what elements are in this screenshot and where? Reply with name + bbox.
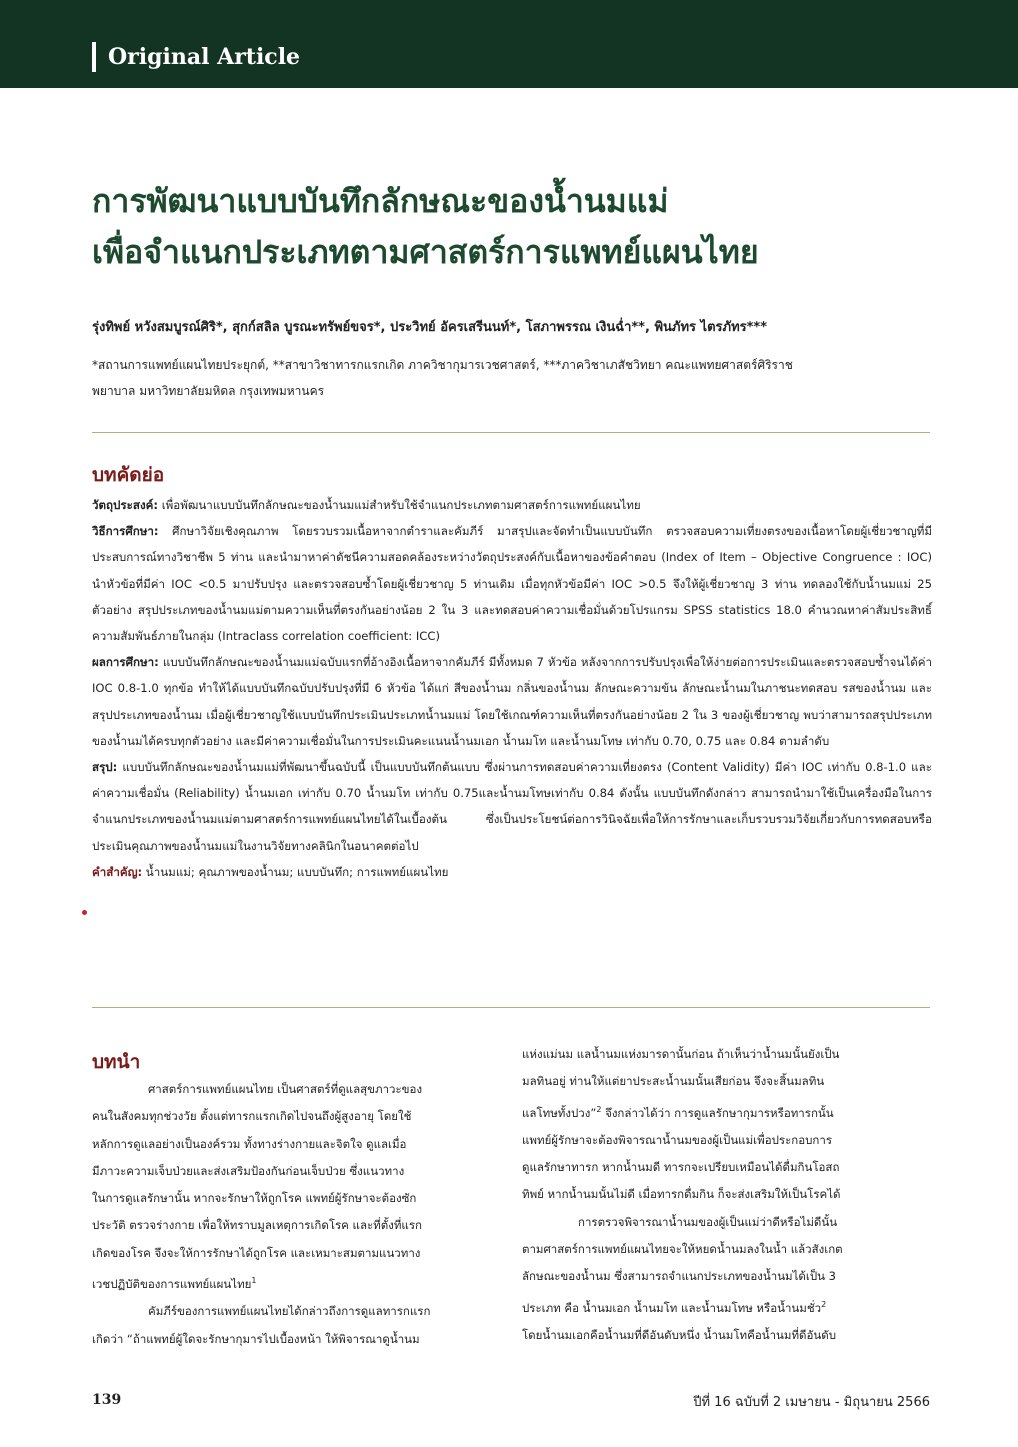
abstract-methods — [92, 518, 932, 649]
intro-heading: บทนำ — [92, 1051, 141, 1073]
text-line: คัมภีร์ของการแพทย์แผนไทยได้กล่าวถึงการดูแลทารกแรก — [148, 1304, 431, 1319]
results-label: ผลการศึกษา: — [92, 655, 159, 670]
abstract-results — [92, 649, 932, 754]
keywords-text: น้ำนมแม่; คุณภาพของน้ำนม; แบบบันทึก; การแพทย์แผนไทย — [142, 864, 449, 879]
text-line — [92, 1267, 500, 1298]
title-line-2: เพื่อจำแนกประเภทตามศาสตร์การแพทย์แผนไทย — [92, 233, 759, 271]
text-line: ทิพย์ หากน้ำนมนั้นไม่ดี เมื่อทารกดื่มกิน ก็จะส่งเสริมให้เป็นโรคได้ — [522, 1187, 841, 1202]
margin-marker-dot — [82, 910, 87, 915]
text-line: แห่งแม่นม แลน้ำนมแห่งมารดานั้นก่อน ถ้าเห็นว่าน้ำนมนั้นยังเป็น — [522, 1047, 840, 1061]
objective-text: เพื่อพัฒนาแบบบันทึกลักษณะของน้ำนมแม่สำหรับใช้จำแนกประเภทตามศาสตร์การแพทย์แผนไทย — [158, 498, 641, 512]
citation-ref: 2 — [596, 1104, 602, 1114]
text-line: เกิดว่า “ถ้าแพทย์ผู้ใดจะรักษากุมารไปเบื้องหน้า ให้พิจารณาดูน้ำนม — [92, 1331, 420, 1346]
text-line: โดยน้ำนมเอกคือน้ำนมที่ดีอันดับหนึ่ง น้ำนมโทคือน้ำนมที่ดีอันดับ — [522, 1327, 837, 1342]
abstract-body — [92, 492, 932, 885]
text-line: การตรวจพิจารณาน้ำนมของผู้เป็นแม่ว่าดีหรือไม่ดีนั้น — [578, 1214, 838, 1229]
abstract-heading: บทคัดย่อ — [92, 464, 165, 486]
abstract-keywords — [92, 859, 932, 885]
issue-info: ปีที่ 16 ฉบับที่ 2 เมษายน - มิถุนายน 2566 — [693, 1395, 930, 1410]
intro-left-column — [92, 1076, 500, 1353]
keywords-label: คำสำคัญ: — [92, 864, 143, 879]
text-line: ประวัติ ตรวจร่างกาย เพื่อให้ทราบมูลเหตุการเกิดโรค และที่ตั้งที่แรก — [92, 1218, 422, 1233]
conclusion-text: แบบบันทึกลักษณะของน้ำนมแม่ที่พัฒนาขึ้นฉบับนี้ เป็นแบบบันทึกต้นแบบ ซึ่งผ่านการทดสอบค่าความเที่ยงตรง (Content Validity) มีค่า IOC เท่ากับ 0.8-1.0 และค่าความเชื่อมั่น (Reliability) น้ำนมเอก เท่ากับ 0.70 น้ำนมโท เท่ากับ 0.75และน้ำนมโทษเท่ากับ 0.84 ดังนั้น แบบบันทึกดังกล่าว สามารถนำมาใช้เป็นเครื่องมือในการจำแนกประเภทของน้ำนมแม่ตามศาสตร์การแพทย์แผนไทยได้ในเบื้องต้น ซึ่งเป็นประโยชน์ต่อการวินิจฉัยเพื่อให้การรักษาและเก็บรวบรวมวิจัยเกี่ยวกับการทดสอบหรือประเมินคุณภาพของน้ำนมแม่ในงานวิจัยทางคลินิกในอนาคตต่อไป — [92, 760, 932, 853]
objective-label: วัตถุประสงค์: — [92, 498, 159, 512]
text-line: แพทย์ผู้รักษาจะต้องพิจารณาน้ำนมของผู้เป็นแม่เพื่อประกอบการ — [522, 1132, 833, 1147]
intro-right-column — [522, 1041, 930, 1349]
conclusion-label: สรุป: — [92, 760, 118, 775]
banner-accent-bar — [92, 42, 96, 72]
title-line-1: การพัฒนาแบบบันทึกลักษณะของน้ำนมแม่ — [92, 182, 669, 220]
text-line: ตามศาสตร์การแพทย์แผนไทยจะให้หยดน้ำนมลงในน้ำ แล้วสังเกต — [522, 1241, 843, 1256]
citation-ref: 2 — [821, 1299, 827, 1309]
top-divider — [92, 432, 930, 433]
text-line-content: จึงกล่าวได้ว่า การดูแลรักษากุมารหรือทารกนั้น — [601, 1105, 834, 1120]
affiliations — [92, 352, 932, 404]
methods-label: วิธีการศึกษา: — [92, 524, 159, 539]
header-banner — [0, 0, 1018, 88]
citation-ref: 1 — [251, 1276, 257, 1286]
results-text: แบบบันทึกลักษณะของน้ำนมแม่ฉบับแรกที่อ้างอิงเนื้อหาจากคัมภีร์ มีทั้งหมด 7 หัวข้อ หลังจากการปรับปรุงเพื่อให้ง่ายต่อการประเมินและตรวจสอบซ้ำจนได้ค่า IOC 0.8-1.0 ทุกข้อ ทำให้ได้แบบบันทึกฉบับปรับปรุงที่มี 6 หัวข้อ ได้แก่ สีของน้ำนม กลิ่นของน้ำนม ลักษณะความข้น ลักษณะน้ำนมในภาชนะทดสอบ รสของน้ำนม และสรุปประเภทของน้ำนม เมื่อผู้เชี่ยวชาญใช้แบบบันทึกประเมินประเภทน้ำนมแม่ โดยใช้เกณฑ์ความเห็นที่ตรงกันอย่างน้อย 2 ใน 3 ของผู้เชี่ยวชาญ พบว่าสามารถสรุปประเภทของน้ำนมได้ครบทุกตัวอย่าง และมีค่าความเชื่อมั่นในการประเมินคะแนนน้ำนมเอก น้ำนมโท และน้ำนมโทษ เท่ากับ 0.70, 0.75 และ 0.84 ตามลำดับ — [92, 655, 932, 748]
affiliation-line-1: *สถานการแพทย์แผนไทยประยุกต์, **สาขาวิชาทารกแรกเกิด ภาควิชากุมารเวชศาสตร์, ***ภาควิชาเภสัชวิทยา คณะแพทยศาสตร์ศิริราช — [92, 358, 793, 372]
text-line — [522, 1291, 930, 1322]
text-line: ดูแลรักษาทารก หากน้ำนมดี ทารกจะเปรียบเหมือนได้ดื่มกินโอสถ — [522, 1160, 840, 1175]
text-line: มีภาวะความเจ็บป่วยและส่งเสริมป้องกันก่อนเจ็บป่วย ซึ่งแนวทาง — [92, 1163, 405, 1178]
text-line: คนในสังคมทุกช่วงวัย ตั้งแต่ทารกแรกเกิดไปจนถึงผู้สูงอายุ โดยใช้ — [92, 1109, 412, 1124]
section-label: Original Article — [108, 44, 301, 70]
bottom-divider — [92, 1007, 930, 1008]
text-line: หลักการดูแลอย่างเป็นองค์รวม ทั้งทางร่างกายและจิตใจ ดูแลเมื่อ — [92, 1136, 407, 1151]
text-line-content: แลโทษทั้งปวง” — [522, 1105, 597, 1120]
text-line: ลักษณะของน้ำนม ซึ่งสามารถจำแนกประเภทของน้ำนมได้เป็น 3 — [522, 1269, 836, 1284]
article-title — [92, 176, 952, 278]
abstract-conclusion — [92, 754, 932, 859]
text-line — [522, 1096, 930, 1127]
affiliation-line-2: พยาบาล มหาวิทยาลัยมหิดล กรุงเทพมหานคร — [92, 384, 325, 398]
text-line-content: ประเภท คือ น้ำนมเอก น้ำนมโท และน้ำนมโทษ หรือน้ำนมชั่ว — [522, 1300, 822, 1315]
methods-text: ศึกษาวิจัยเชิงคุณภาพ โดยรวบรวมเนื้อหาจากตำราและคัมภีร์ มาสรุปและจัดทำเป็นแบบบันทึก ตรวจสอบความเที่ยงตรงของเนื้อหาโดยผู้เชี่ยวชาญที่มีประสบการณ์ทางวิชาชีพ 5 ท่าน และนำมาหาค่าดัชนีความสอดคล้องระหว่างวัตถุประสงค์กับเนื้อหาของข้อคำตอบ (Index of Item – Objective Congruence : IOC) นำหัวข้อที่มีค่า IOC <0.5 มาปรับปรุง และตรวจสอบซ้ำโดยผู้เชี่ยวชาญ 5 ท่านเดิม เมื่อทุกหัวข้อมีค่า IOC >0.5 จึงให้ผู้เชี่ยวชาญ 3 ท่าน ทดลองใช้กับน้ำนมแม่ 25 ตัวอย่าง สรุปประเภทของน้ำนมแม่ตามความเห็นที่ตรงกันอย่างน้อย 2 ใน 3 และทดสอบค่าความเชื่อมั่นด้วยโปรแกรม SPSS statistics 18.0 คำนวณหาค่าสัมประสิทธิ์ความสัมพันธ์ภายในกลุ่ม (Intraclass correlation coefficient: ICC) — [92, 524, 932, 644]
author-list: รุ่งทิพย์ หวังสมบูรณ์ศิริ*, สุกก์สลิล บูรณะทรัพย์ขจร*, ประวิทย์ อัครเสรีนนท์*, โสภาพรรณ เงินฉ่ำ**, พินภัทร ไตรภัทร*** — [92, 320, 768, 335]
text-line: ศาสตร์การแพทย์แผนไทย เป็นศาสตร์ที่ดูแลสุขภาวะของ — [148, 1082, 423, 1096]
page-number: 139 — [92, 1392, 122, 1408]
text-line: ในการดูแลรักษานั้น หากจะรักษาให้ถูกโรค แพทย์ผู้รักษาจะต้องซัก — [92, 1191, 417, 1206]
abstract-objective — [92, 492, 932, 518]
text-line: มลทินอยู่ ท่านให้แต่ยาประสะน้ำนมนั้นเสียก่อน จึงจะสิ้นมลทิน — [522, 1074, 825, 1089]
text-line: เกิดของโรค จึงจะให้การรักษาได้ถูกโรค และเหมาะสมตามแนวทาง — [92, 1245, 421, 1260]
text-line-content: เวชปฏิบัติของการแพทย์แผนไทย — [92, 1276, 252, 1291]
